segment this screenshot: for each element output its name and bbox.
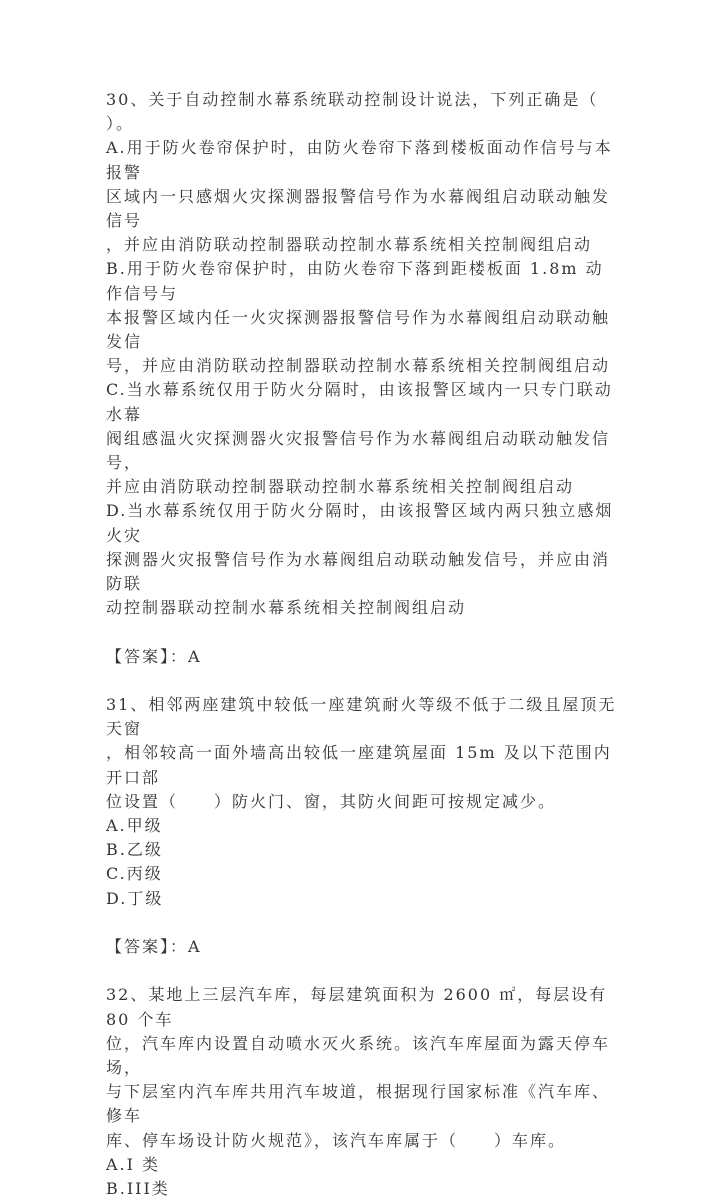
question-32 xyxy=(106,983,618,1201)
question-stem: 位，汽车库内设置自动喷水灭火系统。该汽车库屋面为露天停车场， xyxy=(106,1033,611,1078)
option-a: A.甲级 xyxy=(106,816,163,836)
option-c: C.当水幕系统仅用于防火分隔时，由该报警区域内一只专门联动水幕 xyxy=(106,380,613,424)
answer: 【答案】：A xyxy=(106,937,202,957)
option-c: 并应由消防联动控制器联动控制水幕系统相关控制阀组启动 xyxy=(106,477,575,497)
option-d: 探测器火灾报警信号作为水幕阀组启动联动触发信号，并应由消防联 xyxy=(106,549,611,594)
option-c: C.丙级 xyxy=(106,864,163,884)
question-stem: ，相邻较高一面外墙高出较低一座建筑屋面 15m 及以下范围内开口部 xyxy=(106,743,612,787)
option-d: D.当水幕系统仅用于防火分隔时，由该报警区域内两只独立感烟火灾 xyxy=(106,501,614,545)
question-stem: 库、停车场设计防火规范》，该汽车库属于（ ）车库。 xyxy=(106,1130,567,1150)
question-30 xyxy=(106,88,635,669)
option-b: B.III类 xyxy=(106,1179,170,1199)
question-stem: 32、某地上三层汽车库，每层建筑面积为 2600 ㎡，每层设有 80 个车 xyxy=(106,985,608,1029)
document-page xyxy=(106,88,635,1201)
option-b: B.用于防火卷帘保护时，由防火卷帘下落到距楼板面 1.8m 动作信号与 xyxy=(106,259,604,303)
question-stem: 31、相邻两座建筑中较低一座建筑耐火等级不低于二级且屋顶无天窗 xyxy=(106,695,617,739)
question-31 xyxy=(106,693,618,959)
option-d: 动控制器联动控制水幕系统相关控制阀组启动 xyxy=(106,598,467,618)
option-a: A.I 类 xyxy=(106,1154,161,1174)
answer: 【答案】：A xyxy=(106,646,202,666)
question-stem: 位设置（ ）防火门、窗，其防火间距可按规定减少。 xyxy=(106,791,557,811)
question-stem: 与下层室内汽车库共用汽车坡道，根据现行国家标准《汽车库、修车 xyxy=(106,1082,611,1126)
option-b: 本报警区域内任一火灾探测器报警信号作为水幕阀组启动联动触发信 xyxy=(106,307,611,352)
option-b: 号，并应由消防联动控制器联动控制水幕系统相关控制阀组启动 xyxy=(106,356,611,376)
option-b: B.乙级 xyxy=(106,840,163,860)
question-stem: 30、关于自动控制水幕系统联动控制设计说法，下列正确是（ ）。 xyxy=(106,90,635,134)
option-a: ，并应由消防联动控制器联动控制水幕系统相关控制阀组启动 xyxy=(106,235,593,255)
option-c: 阀组感温火灾探测器火灾报警信号作为水幕阀组启动联动触发信号， xyxy=(106,428,611,473)
option-d: D.丁级 xyxy=(106,888,164,908)
option-a: A.用于防火卷帘保护时，由防火卷帘下落到楼板面动作信号与本报警 xyxy=(106,138,613,182)
option-a: 区域内一只感烟火灾探测器报警信号作为水幕阀组启动联动触发信号 xyxy=(106,186,611,231)
